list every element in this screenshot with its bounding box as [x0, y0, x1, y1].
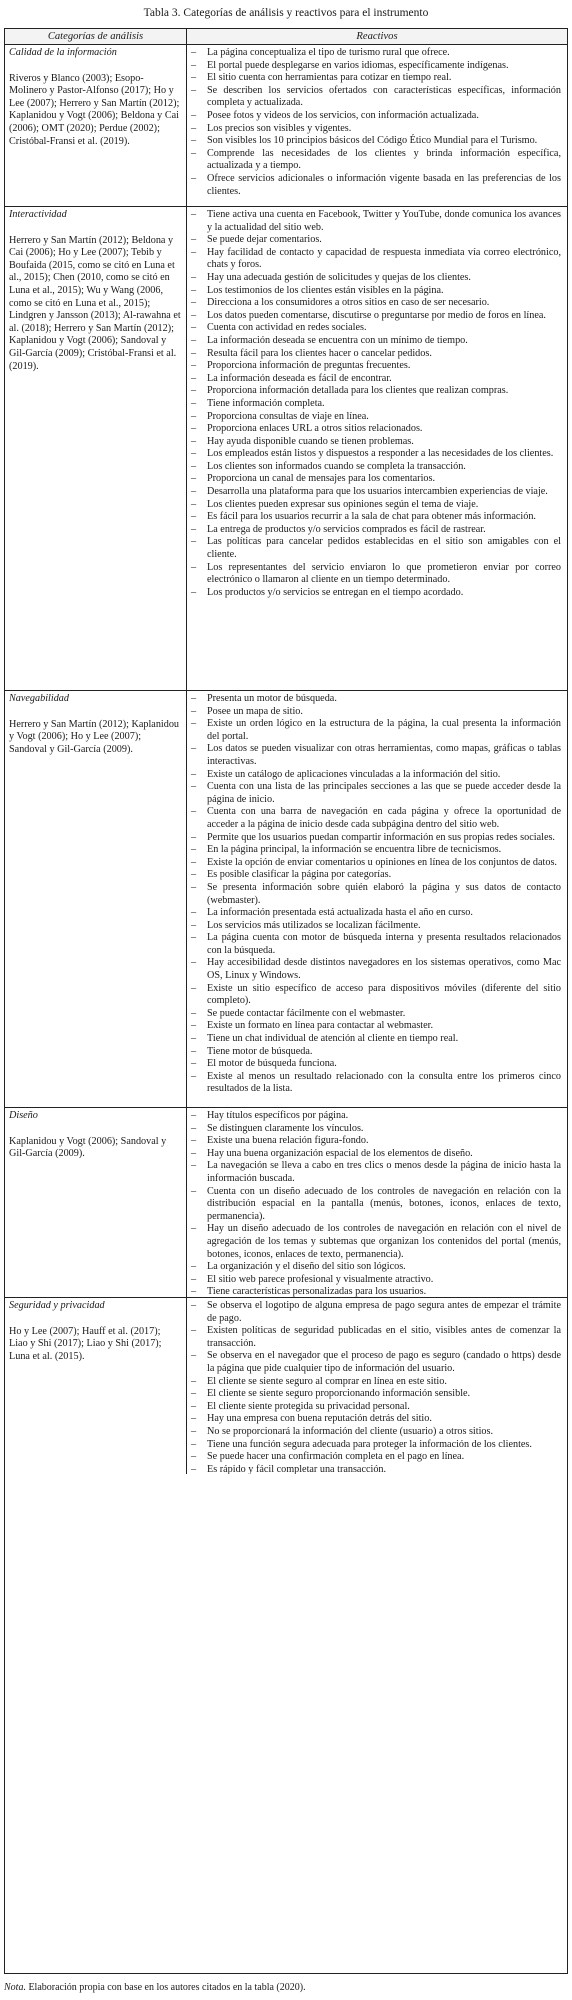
dash-bullet: –	[191, 1058, 197, 1070]
list-item	[191, 398, 561, 411]
item-text: La navegación se lleva a cabo en tres clics o menos desde la página de inicio hasta la información buscada.	[207, 1160, 561, 1184]
dash-bullet: –	[191, 693, 197, 704]
item-text: El cliente se siente seguro al comprar en línea en este sitio.	[207, 1375, 447, 1387]
dash-bullet: –	[191, 122, 197, 134]
note-text: Elaboración propia con base en los autores citados en la tabla (2020).	[25, 1982, 306, 1993]
item-text: Hay un diseño adecuado de los controles de navegación en relación con el nivel de agregación de los temas y subtemas que organizan los contenidos del portal (menús, botones, iconos, enlaces de texto, permanencia).	[207, 1223, 561, 1260]
dash-bullet: –	[191, 705, 197, 717]
item-text: Se describen los servicios ofertados con características específicas, información completa y actualizada.	[207, 84, 561, 109]
list-item	[191, 1350, 561, 1375]
dash-bullet: –	[191, 1185, 197, 1197]
category-name: Interactividad	[9, 209, 67, 220]
dash-bullet: –	[191, 1286, 197, 1297]
list-item	[191, 869, 561, 882]
item-text: Existe un formato en línea para contactar al webmaster.	[207, 1020, 434, 1032]
categories-table	[4, 28, 568, 1974]
list-item	[191, 461, 561, 474]
dash-bullet: –	[191, 284, 197, 296]
list-item	[191, 769, 561, 782]
item-text: Es fácil para los usuarios recurrir a la sala de chat para obtener más información.	[207, 511, 536, 523]
item-text: Los empleados están listos y dispuestos a responder a las necesidades de los clientes.	[207, 448, 554, 460]
item-text: Proporciona un canal de mensajes para los comentarios.	[207, 473, 436, 485]
dash-bullet: –	[191, 109, 197, 121]
item-text: Tiene información completa.	[207, 397, 325, 409]
list-item	[191, 1160, 561, 1185]
item-text: Existe un sitio específico de acceso para dispositivos móviles (diferente del sitio completo).	[207, 982, 561, 1007]
dash-bullet: –	[191, 1425, 197, 1437]
dash-bullet: –	[191, 1463, 197, 1474]
table-row	[5, 207, 567, 691]
dash-bullet: –	[191, 1007, 197, 1019]
reactivos-cell	[187, 1108, 567, 1297]
dash-bullet: –	[191, 1300, 197, 1311]
item-text: La información deseada se encuentra con un mínimo de tiempo.	[207, 334, 468, 346]
dash-bullet: –	[191, 1388, 197, 1400]
dash-bullet: –	[191, 271, 197, 283]
category-name: Calidad de la información	[9, 47, 117, 58]
dash-bullet: –	[191, 881, 197, 893]
list-item	[191, 411, 561, 424]
dash-bullet: –	[191, 1110, 197, 1121]
list-item	[191, 524, 561, 537]
reactivos-cell	[187, 691, 567, 1107]
item-text: Cuenta con una lista de las principales secciones a las que se puede acceder desde la página de inicio.	[207, 781, 561, 805]
table-row	[5, 1108, 567, 1298]
table-body	[5, 45, 567, 1474]
item-text: Proporciona información de preguntas frecuentes.	[207, 360, 411, 372]
item-text: Las políticas para cancelar pedidos establecidas en el sitio son amigables con el cliente.	[207, 536, 561, 561]
dash-bullet: –	[191, 135, 197, 147]
list-item	[191, 348, 561, 361]
list-item	[191, 473, 561, 486]
list-item	[191, 743, 561, 768]
dash-bullet: –	[191, 84, 197, 96]
item-text: Tiene motor de búsqueda.	[207, 1045, 313, 1057]
item-text: Es posible clasificar la página por categorías.	[207, 869, 392, 881]
category-name: Diseño	[9, 1110, 38, 1121]
reactivos-cell	[187, 1298, 567, 1474]
item-text: Presenta un motor de búsqueda.	[207, 693, 337, 704]
list-item	[191, 781, 561, 806]
list-item	[191, 1325, 561, 1350]
list-item	[191, 1110, 561, 1123]
dash-bullet: –	[191, 1160, 197, 1172]
item-text: La organización y el diseño del sitio son lógicos.	[207, 1261, 406, 1273]
dash-bullet: –	[191, 448, 197, 460]
dash-bullet: –	[191, 147, 197, 159]
item-text: En la página principal, la información se encuentra libre de tecnicismos.	[207, 844, 502, 856]
list-item	[191, 536, 561, 561]
list-item	[191, 297, 561, 310]
item-text: Existe un orden lógico en la estructura de la página, la cual presenta la información del portal.	[207, 718, 561, 742]
dash-bullet: –	[191, 844, 197, 856]
item-text: Los representantes del servicio enviaron lo que prometieron enviar por correo electrónico o llamaron al cliente en un tiempo determinado.	[207, 561, 561, 586]
list-item	[191, 1058, 561, 1071]
category-cell	[5, 207, 187, 690]
list-item	[191, 60, 561, 73]
item-text: La página cuenta con motor de búsqueda interna y presenta resultados relacionados con la búsqueda.	[207, 932, 561, 956]
list-item	[191, 1274, 561, 1287]
dash-bullet: –	[191, 1122, 197, 1134]
item-text: Hay una adecuada gestión de solicitudes y quejas de los clientes.	[207, 271, 471, 283]
dash-bullet: –	[191, 410, 197, 422]
item-text: El portal puede desplegarse en varios idiomas, específicamente indígenas.	[207, 59, 509, 71]
item-text: Cuenta con actividad en redes sociales.	[207, 322, 367, 334]
list-item	[191, 1046, 561, 1059]
category-references: Kaplanidou y Vogt (2006); Sandoval y Gil-García (2009).	[9, 1135, 167, 1160]
list-item	[191, 285, 561, 298]
dash-bullet: –	[191, 561, 197, 573]
dash-bullet: –	[191, 957, 197, 969]
dash-bullet: –	[191, 1273, 197, 1285]
dash-bullet: –	[191, 309, 197, 321]
dash-bullet: –	[191, 234, 197, 246]
list-item	[191, 693, 561, 706]
item-text: Proporciona consultas de viaje en línea.	[207, 410, 369, 422]
list-item	[191, 706, 561, 719]
list-item	[191, 1413, 561, 1426]
dash-bullet: –	[191, 47, 197, 58]
list-item	[191, 1148, 561, 1161]
list-item	[191, 1286, 561, 1297]
item-text: Comprende las necesidades de los clientes y brinda información específica, actualizada y a tiempo.	[207, 147, 561, 172]
list-item	[191, 806, 561, 831]
dash-bullet: –	[191, 1325, 197, 1337]
list-item	[191, 1439, 561, 1452]
item-text: Hay accesibilidad desde distintos navegadores en los sistemas operativos, como Mac OS, Linux y Windows.	[207, 957, 561, 982]
item-text: Permite que los usuarios puedan compartir información en sus propias redes sociales.	[207, 831, 555, 843]
item-text: La entrega de productos y/o servicios comprados es fácil de rastrear.	[207, 523, 486, 535]
list-item	[191, 832, 561, 845]
item-text: Tiene un chat individual de atención al cliente en tiempo real.	[207, 1033, 459, 1045]
table-caption: Tabla 3. Categorías de análisis y reactivos para el instrumento	[143, 7, 429, 19]
dash-bullet: –	[191, 1451, 197, 1463]
item-text: Cuenta con un diseño adecuado de los controles de navegación en relación con la distribución espacial en la pantalla (menús, botones, iconos, enlaces de texto, permanencia).	[207, 1185, 561, 1222]
list-item	[191, 423, 561, 436]
dash-bullet: –	[191, 423, 197, 435]
dash-bullet: –	[191, 1033, 197, 1045]
item-text: Hay una buena organización espacial de los elementos de diseño.	[207, 1147, 473, 1159]
list-item	[191, 562, 561, 587]
list-item	[191, 272, 561, 285]
dash-bullet: –	[191, 1438, 197, 1450]
item-text: Los datos se pueden visualizar con otras herramientas, como mapas, gráficas o tablas interactivas.	[207, 743, 561, 767]
list-item	[191, 486, 561, 499]
list-item	[191, 322, 561, 335]
list-item	[191, 882, 561, 907]
item-text: Hay ayuda disponible cuando se tienen problemas.	[207, 435, 414, 447]
list-item	[191, 85, 561, 110]
list-item	[191, 1401, 561, 1414]
reactivos-cell	[187, 207, 567, 690]
list-item	[191, 1300, 561, 1325]
list-item	[191, 1186, 561, 1224]
list-item	[191, 436, 561, 449]
list-item	[191, 72, 561, 85]
list-item	[191, 932, 561, 957]
list-item	[191, 511, 561, 524]
category-name: Seguridad y privacidad	[9, 1300, 105, 1311]
item-text: El sitio cuenta con herramientas para cotizar en tiempo real.	[207, 72, 452, 84]
item-text: El sitio web parece profesional y visualmente atractivo.	[207, 1273, 434, 1285]
header-categories: Categorías de análisis	[5, 29, 187, 44]
note-label: Nota.	[4, 1982, 26, 1993]
item-text: Existe al menos un resultado relacionado con la consulta entre los primeros cinco resultados de la lista.	[207, 1070, 561, 1095]
item-text: Hay títulos específicos por página.	[207, 1110, 349, 1121]
dash-bullet: –	[191, 511, 197, 523]
dash-bullet: –	[191, 72, 197, 84]
list-item	[191, 1464, 561, 1474]
dash-bullet: –	[191, 718, 197, 730]
header-reactivos: Reactivos	[356, 31, 398, 42]
dash-bullet: –	[191, 743, 197, 755]
list-item	[191, 1426, 561, 1439]
category-cell	[5, 45, 187, 206]
item-text: Los clientes pueden expresar sus opiniones según el tema de viaje.	[207, 498, 479, 510]
list-item	[191, 1123, 561, 1136]
item-text: Hay facilidad de contacto y capacidad de respuesta inmediata vía correo electrónico, chats y foros.	[207, 246, 561, 271]
list-item	[191, 335, 561, 348]
list-item	[191, 135, 561, 148]
table-row	[5, 691, 567, 1108]
item-text: El motor de búsqueda funciona.	[207, 1058, 337, 1070]
table-note	[4, 1982, 306, 1994]
list-item	[191, 1020, 561, 1033]
dash-bullet: –	[191, 473, 197, 485]
dash-bullet: –	[191, 435, 197, 447]
dash-bullet: –	[191, 856, 197, 868]
category-references: Herrero y San Martín (2012); Beldona y Cai (2006); Ho y Lee (2007); Tebib y Boufaida (2015, como se citó en Luna et al., 2015); Chen (2010, como se citó en Luna et al., 2015); Wu y Wang (2006, como se citó en Luna et al., 2015); Lindgren y Jansson (2013); Al-rawahna et al. (2018); Herrero y San Martín (2012); Kaplanidou y Vogt (2006); Sandoval y Gil-García (2009); Cristóbal-Fransi et al. (2019).	[9, 234, 181, 372]
list-item	[191, 373, 561, 386]
table-row	[5, 1298, 567, 1474]
list-item	[191, 247, 561, 272]
list-item	[191, 1451, 561, 1464]
item-text: La información deseada es fácil de encontrar.	[207, 372, 392, 384]
dash-bullet: –	[191, 523, 197, 535]
dash-bullet: –	[191, 907, 197, 919]
dash-bullet: –	[191, 322, 197, 334]
list-item	[191, 385, 561, 398]
dash-bullet: –	[191, 768, 197, 780]
item-text: Los productos y/o servicios se entregan en el tiempo acordado.	[207, 586, 464, 598]
item-text: Tiene activa una cuenta en Facebook, Twitter y YouTube, donde comunica los avances y la actualidad del sitio web.	[207, 209, 561, 233]
list-item	[191, 234, 561, 247]
item-text: Cuenta con una barra de navegación en cada página y ofrece la oportunidad de acceder a la página de inicio desde cada subpágina dentro del sitio web.	[207, 806, 561, 830]
item-text: Posee fotos y videos de los servicios, con información actualizada.	[207, 109, 479, 121]
dash-bullet: –	[191, 1261, 197, 1273]
item-text: La información presentada está actualizada hasta el año en curso.	[207, 907, 473, 919]
dash-bullet: –	[191, 869, 197, 881]
item-text: Proporciona enlaces URL a otros sitios relacionados.	[207, 423, 423, 435]
item-text: Los clientes son informados cuando se completa la transacción.	[207, 460, 466, 472]
reactivos-cell	[187, 45, 567, 206]
dash-bullet: –	[191, 536, 197, 548]
list-item	[191, 123, 561, 136]
list-item	[191, 907, 561, 920]
category-references: Riveros y Blanco (2003); Esopo-Molinero y Pastor-Alfonso (2017); Ho y Lee (2007); Herrero y San Martín (2012); Kaplanidou y Vogt (2006); Beldona y Cai (2006); OMT (2020); Perdue (2002); Cristóbal-Fransi et al. (2019).	[9, 72, 180, 147]
list-item	[191, 983, 561, 1008]
dash-bullet: –	[191, 334, 197, 346]
item-text: Se observa el logotipo de alguna empresa de pago segura antes de empezar el trámite de pago.	[207, 1300, 561, 1324]
dash-bullet: –	[191, 347, 197, 359]
list-item	[191, 957, 561, 982]
list-item	[191, 1261, 561, 1274]
list-item	[191, 148, 561, 173]
dash-bullet: –	[191, 919, 197, 931]
dash-bullet: –	[191, 1020, 197, 1032]
category-name: Navegabilidad	[9, 693, 69, 704]
list-item	[191, 47, 561, 60]
item-text: No se proporcionará la información del cliente (usuario) a otros sitios.	[207, 1425, 494, 1437]
item-text: Se puede dejar comentarios.	[207, 234, 322, 246]
dash-bullet: –	[191, 1070, 197, 1082]
category-cell	[5, 691, 187, 1107]
list-item	[191, 1388, 561, 1401]
item-text: Existe un catálogo de aplicaciones vinculadas a la información del sitio.	[207, 768, 501, 780]
item-text: Posee un mapa de sitio.	[207, 705, 303, 717]
dash-bullet: –	[191, 1350, 197, 1362]
category-references: Herrero y San Martín (2012); Kaplanidou y Vogt (2006); Ho y Lee (2007); Sandoval y Gil-García (2009).	[9, 718, 180, 755]
dash-bullet: –	[191, 1147, 197, 1159]
dash-bullet: –	[191, 460, 197, 472]
dash-bullet: –	[191, 982, 197, 994]
category-cell	[5, 1108, 187, 1297]
item-text: Se puede contactar fácilmente con el webmaster.	[207, 1007, 406, 1019]
table-row	[5, 45, 567, 207]
dash-bullet: –	[191, 1223, 197, 1235]
dash-bullet: –	[191, 486, 197, 498]
list-item	[191, 1008, 561, 1021]
item-text: Se distinguen claramente los vínculos.	[207, 1122, 364, 1134]
dash-bullet: –	[191, 59, 197, 71]
item-text: Tiene características personalizadas para los usuarios.	[207, 1286, 427, 1297]
list-item	[191, 920, 561, 933]
list-item	[191, 718, 561, 743]
list-item	[191, 110, 561, 123]
list-item	[191, 1135, 561, 1148]
item-text: Hay una empresa con buena reputación detrás del sitio.	[207, 1413, 432, 1425]
list-item	[191, 173, 561, 198]
dash-bullet: –	[191, 1413, 197, 1425]
item-text: Se presenta información sobre quién elaboró la página y sus datos de contacto (webmaster).	[207, 881, 561, 906]
item-text: Existe una buena relación figura-fondo.	[207, 1135, 369, 1147]
list-item	[191, 1033, 561, 1046]
item-text: Los servicios más utilizados se localizan fácilmente.	[207, 919, 421, 931]
item-text: Son visibles los 10 principios básicos del Código Ético Mundial para el Turismo.	[207, 135, 538, 147]
dash-bullet: –	[191, 498, 197, 510]
dash-bullet: –	[191, 806, 197, 818]
category-cell	[5, 1298, 187, 1474]
dash-bullet: –	[191, 246, 197, 258]
item-text: Es rápido y fácil completar una transacción.	[207, 1463, 387, 1474]
item-text: El cliente siente protegida su privacidad personal.	[207, 1400, 410, 1412]
dash-bullet: –	[191, 209, 197, 220]
dash-bullet: –	[191, 372, 197, 384]
list-item	[191, 1071, 561, 1096]
dash-bullet: –	[191, 297, 197, 309]
dash-bullet: –	[191, 1375, 197, 1387]
list-item	[191, 209, 561, 234]
item-text: Direcciona a los consumidores a otros sitios en caso de ser necesario.	[207, 297, 490, 309]
list-item	[191, 360, 561, 373]
category-references: Ho y Lee (2007); Hauff et al. (2017); Liao y Shi (2017); Liao y Shi (2017); Luna et al. (2015).	[9, 1325, 162, 1362]
list-item	[191, 499, 561, 512]
item-text: Existe la opción de enviar comentarios u opiniones en línea de los conjuntos de datos.	[207, 856, 557, 868]
item-text: Existen políticas de seguridad publicadas en el sitio, visibles antes de comenzar la transacción.	[207, 1325, 561, 1349]
dash-bullet: –	[191, 1400, 197, 1412]
dash-bullet: –	[191, 172, 197, 184]
item-text: Los precios son visibles y vigentes.	[207, 122, 352, 134]
item-text: Desarrolla una plataforma para que los usuarios intercambien experiencias de viaje.	[207, 486, 548, 498]
item-text: La página conceptualiza el tipo de turismo rural que ofrece.	[207, 47, 450, 58]
dash-bullet: –	[191, 1045, 197, 1057]
list-item	[191, 857, 561, 870]
list-item	[191, 310, 561, 323]
list-item	[191, 448, 561, 461]
item-text: Resulta fácil para los clientes hacer o cancelar pedidos.	[207, 347, 432, 359]
list-item	[191, 1376, 561, 1389]
dash-bullet: –	[191, 397, 197, 409]
list-item	[191, 1223, 561, 1261]
item-text: Ofrece servicios adicionales o información vigente basada en las preferencias de los clientes.	[207, 172, 561, 197]
list-item	[191, 844, 561, 857]
dash-bullet: –	[191, 360, 197, 372]
list-item	[191, 587, 561, 600]
dash-bullet: –	[191, 781, 197, 793]
dash-bullet: –	[191, 1135, 197, 1147]
item-text: Los testimonios de los clientes están visibles en la página.	[207, 284, 444, 296]
dash-bullet: –	[191, 586, 197, 598]
table-header	[5, 29, 567, 45]
item-text: Se observa en el navegador que el proceso de pago es seguro (candado o https) desde la página que pide cualquier tipo de información del usuario.	[207, 1350, 561, 1374]
dash-bullet: –	[191, 932, 197, 944]
item-text: Proporciona información detallada para los clientes que realizan compras.	[207, 385, 509, 397]
item-text: Tiene una función segura adecuada para proteger la información de los clientes.	[207, 1438, 532, 1450]
dash-bullet: –	[191, 385, 197, 397]
item-text: El cliente se siente seguro proporcionando información sensible.	[207, 1388, 471, 1400]
dash-bullet: –	[191, 831, 197, 843]
item-text: Se puede hacer una confirmación completa en el pago en línea.	[207, 1451, 465, 1463]
item-text: Los datos pueden comentarse, discutirse o preguntarse por medio de foros en línea.	[207, 309, 546, 321]
